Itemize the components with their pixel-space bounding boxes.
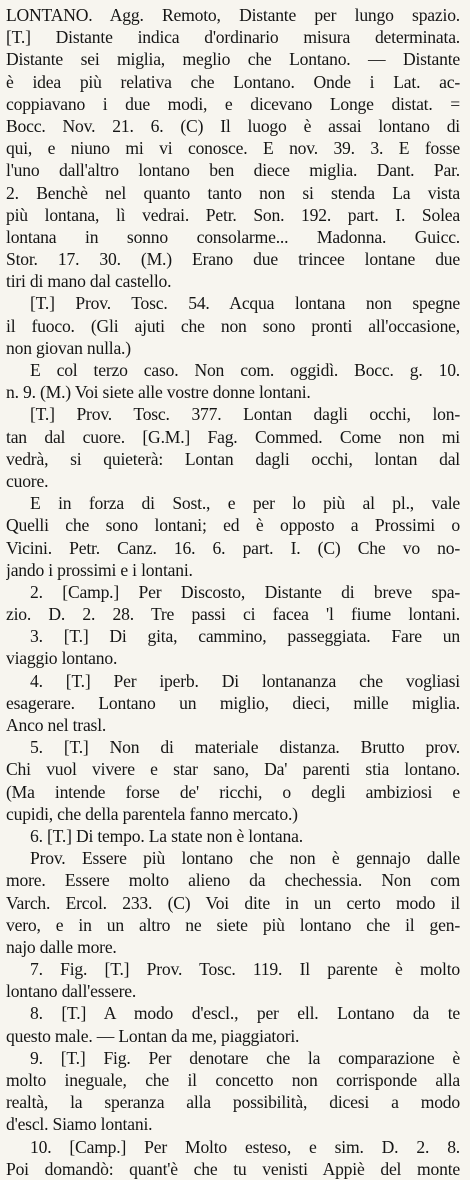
text-line: E col terzo caso. Non com. oggidì. Bocc. g. 10. [30, 360, 460, 380]
text-line: Stor. 17. 30. (M.) Erano due trincee lontane due [6, 249, 460, 270]
text-line: l'uno dall'altro lontano ben diece miglia. Dant. Par. [6, 160, 460, 181]
text-line: [T.] Distante indica d'ordinario misura determinata. [6, 27, 460, 48]
text-line: Poi domandò: quant'è che tu venisti Appiè del monte [6, 1158, 460, 1179]
text-line: zio. D. 2. 28. Tre passi ci facea 'l fiume lontani. [6, 604, 460, 625]
text-line: vedrà, si quieterà: Lontan dagli occhi, lontan dal [6, 448, 460, 469]
text-line: 3. [T.] Di gita, cammino, passeggiata. Fare un [30, 626, 460, 647]
text-line: Prov. Essere più lontano che non è gennajo dalle [30, 848, 460, 869]
text-line: 2. Benchè nel quanto tanto non si stenda La vista [6, 182, 460, 203]
text-line: jando i prossimi e i lontani. [6, 559, 193, 580]
text-line: Distante sei miglia, meglio che Lontano. — Distante [6, 49, 460, 70]
text-line: molto ineguale, che il concetto non corrisponde alla [6, 1070, 460, 1090]
text-line: Chi vuol vivere e star sano, Da' parenti stia lontano. [6, 759, 460, 780]
text-line: 7. Fig. [T.] Prov. Tosc. 119. Il parente è molto [30, 959, 460, 980]
text-line: (Ma intende forse de' ricchi, o degli ambiziosi e [6, 781, 460, 802]
text-line: cupidi, che della parentela fanno mercato.) [6, 803, 298, 824]
text-line: esagerare. Lontano un miglio, dieci, mille miglia. [6, 692, 460, 713]
text-line: il fuoco. (Gli ajuti che non sono pronti all'occasione, [6, 315, 460, 336]
text-line: cuore. [6, 470, 49, 491]
text-line: 10. [Camp.] Per Molto esteso, e sim. D. 2. 8. [30, 1136, 460, 1157]
text-line: [T.] Prov. Tosc. 377. Lontan dagli occhi, lon- [30, 404, 460, 425]
text-line: più lontana, lì vedrai. Petr. Son. 192. part. I. Solea [6, 204, 460, 225]
text-line: 9. [T.] Fig. Per denotare che la comparazione è [30, 1047, 460, 1068]
text-line: lontano dall'essere. [6, 981, 137, 1002]
text-line: realtà, la speranza alla possibilità, dicesi a modo [6, 1092, 460, 1113]
text-line: more. Essere molto alieno da chechessia. Non com [6, 870, 460, 891]
text-line: non giovan nulla.) [6, 337, 131, 358]
text-line: 6. [T.] Di tempo. La state non è lontana. [30, 825, 303, 846]
text-line: viaggio lontano. [6, 648, 118, 669]
text-line: 2. [Camp.] Per Discosto, Distante di breve spa- [30, 581, 460, 602]
text-line: 8. [T.] A modo d'escl., per ell. Lontano da te [30, 1003, 460, 1024]
text-line: d'escl. Siamo lontani. [6, 1114, 153, 1135]
dictionary-entry-lontano [6, 4, 460, 1180]
text-line: 5. [T.] Non di materiale distanza. Brutto prov. [30, 737, 460, 758]
text-line: 4. [T.] Per iperb. Di lontananza che vogliasi [30, 670, 460, 691]
text-line: LONTANO. Agg. Remoto, Distante per lungo spazio. [6, 5, 460, 25]
text-line: Vicini. Petr. Canz. 16. 6. part. I. (C) Che vo no- [6, 537, 460, 558]
text-line: Anco nel trasl. [6, 715, 107, 735]
text-line: Varch. Ercol. 233. (C) Voi dite in un certo modo il [6, 892, 460, 913]
text-line: [T.] Prov. Tosc. 54. Acqua lontana non spegne [30, 293, 460, 314]
text-line: qui, e niuno mi vi conosce. E nov. 39. 3. E fosse [6, 138, 460, 159]
text-line: tiri di mano dal castello. [6, 271, 172, 292]
text-line: tan dal cuore. [G.M.] Fag. Commed. Come non mi [6, 426, 460, 447]
text-line: najo dalle more. [6, 936, 117, 957]
text-line: è idea più relativa che Lontano. Onde i Lat. ac- [6, 71, 460, 92]
text-line: questo male. — Lontan da me, piaggiatori. [6, 1025, 300, 1046]
text-line: lontana in sonno consolarme... Madonna. Guicc. [6, 226, 460, 247]
text-line: vero, e in un altro ne siete più lontano che il gen- [6, 914, 460, 935]
text-line: n. 9. (M.) Voi siete alle vostre donne lontani. [6, 382, 311, 403]
text-line: Quelli che sono lontani; ed è opposto a Prossimi o [6, 515, 460, 536]
text-line: E in forza di Sost., e per lo più al pl., vale [30, 493, 460, 514]
text-line: Bocc. Nov. 21. 6. (C) Il luogo è assai lontano di [6, 115, 460, 136]
text-line: coppiavano i due modi, e dicevano Longe distat. = [6, 93, 460, 114]
